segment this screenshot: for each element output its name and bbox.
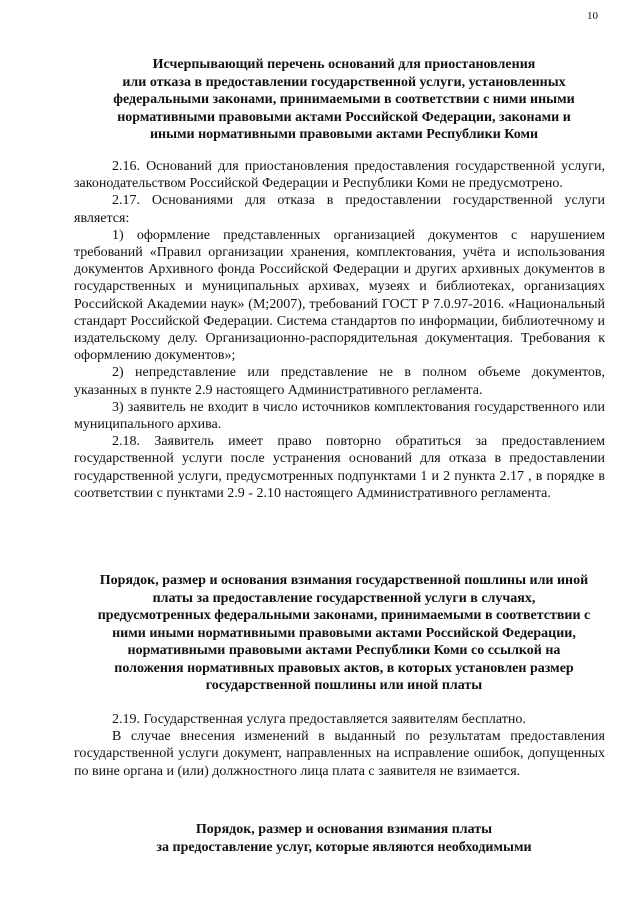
section-heading-grounds-for-refusal [70,56,618,144]
heading-line: государственной пошлины или иной платы [205,678,483,693]
paragraph-2-19: 2.19. Государственная услуга предоставляется заявителям бесплатно. [112,712,526,727]
section-heading-service-fee [70,821,618,856]
paragraph-2-17: 2.17. Основаниями для отказа в предоставлении государственной услуги является: [74,193,605,226]
heading-line: Исчерпывающий перечень оснований для приостановления [152,57,536,72]
heading-line: нормативными правовыми актами Республики Коми со ссылкой на [127,643,561,658]
heading-line: Порядок, размер и основания взимания платы [195,822,493,837]
heading-line: за предоставление услуг, которые являются необходимыми [156,839,532,855]
heading-line: иными нормативными правовыми актами Республики Коми [149,127,539,142]
section-heading-state-fee [70,572,618,695]
heading-line: нормативными правовыми актами Российской Федерации, законами и [117,109,571,125]
page-number: 10 [587,10,598,22]
heading-line: платы за предоставление государственной услуги в случаях, [152,590,536,606]
heading-line: Порядок, размер и основания взимания государственной пошлины или иной [99,573,589,588]
paragraph-2-18: 2.18. Заявитель имеет право повторно обратиться за предоставлением государственной услуги после устранения оснований для отказа в предоставлении государственной услуги, предусмотренных подпунктами 1 и 2 пункта 2.17 , в порядке в соответствии с пунктами 2.9 - 2.10 настоящего Административного регламента. [74,434,605,501]
paragraph-2-17-item-1: 1) оформление представленных организацией документов с нарушением требований «Правил организации хранения, комплектования, учёта и использования документов Архивного фонда Российской Федерации и других архивных документов в государственных и муниципальных архивах, музеях и библиотеках, организациях Российской Академии наук» (М;2007), требований ГОСТ Р 7.0.97-2016. «Национальный стандарт Российской Федерации. Система стандартов по информации, библиотечному и издательскому делу. Организационно-распорядительная документация. Требования к оформлению документов»; [74,227,605,364]
paragraph-correction-fee: В случае внесения изменений в выданный по результатам предоставления государственной услуги документ, направленных на исправление ошибок, допущенных по вине органа и (или) должностного лица плата с заявителя не взимается. [74,729,605,779]
heading-line: положения нормативных правовых актов, в которых установлен размер [114,660,574,676]
paragraph-2-17-item-3: 3) заявитель не входит в число источников комплектования государственного или муниципального архива. [74,399,605,433]
heading-line: или отказа в предоставлении государственной услуги, установленных [122,74,566,90]
paragraph-2-17-item-2: 2) непредставление или представление не в полном объеме документов, указанных в пункте 2.9 настоящего Административного регламента. [74,365,605,398]
heading-line: федеральными законами, принимаемыми в соответствии с ними иными [113,92,575,107]
section-body-state-fee [74,711,605,780]
heading-line: ними иными нормативными правовыми актами Российской Федерации, [112,625,576,641]
heading-line: предусмотренных федеральными законами, принимаемыми в соответствии с [97,608,591,623]
paragraph-2-16: 2.16. Оснований для приостановления предоставления государственной услуги, законодательством Российской Федерации и Республики Коми не предусмотрено. [74,159,605,192]
section-body-grounds-for-refusal [74,158,605,502]
